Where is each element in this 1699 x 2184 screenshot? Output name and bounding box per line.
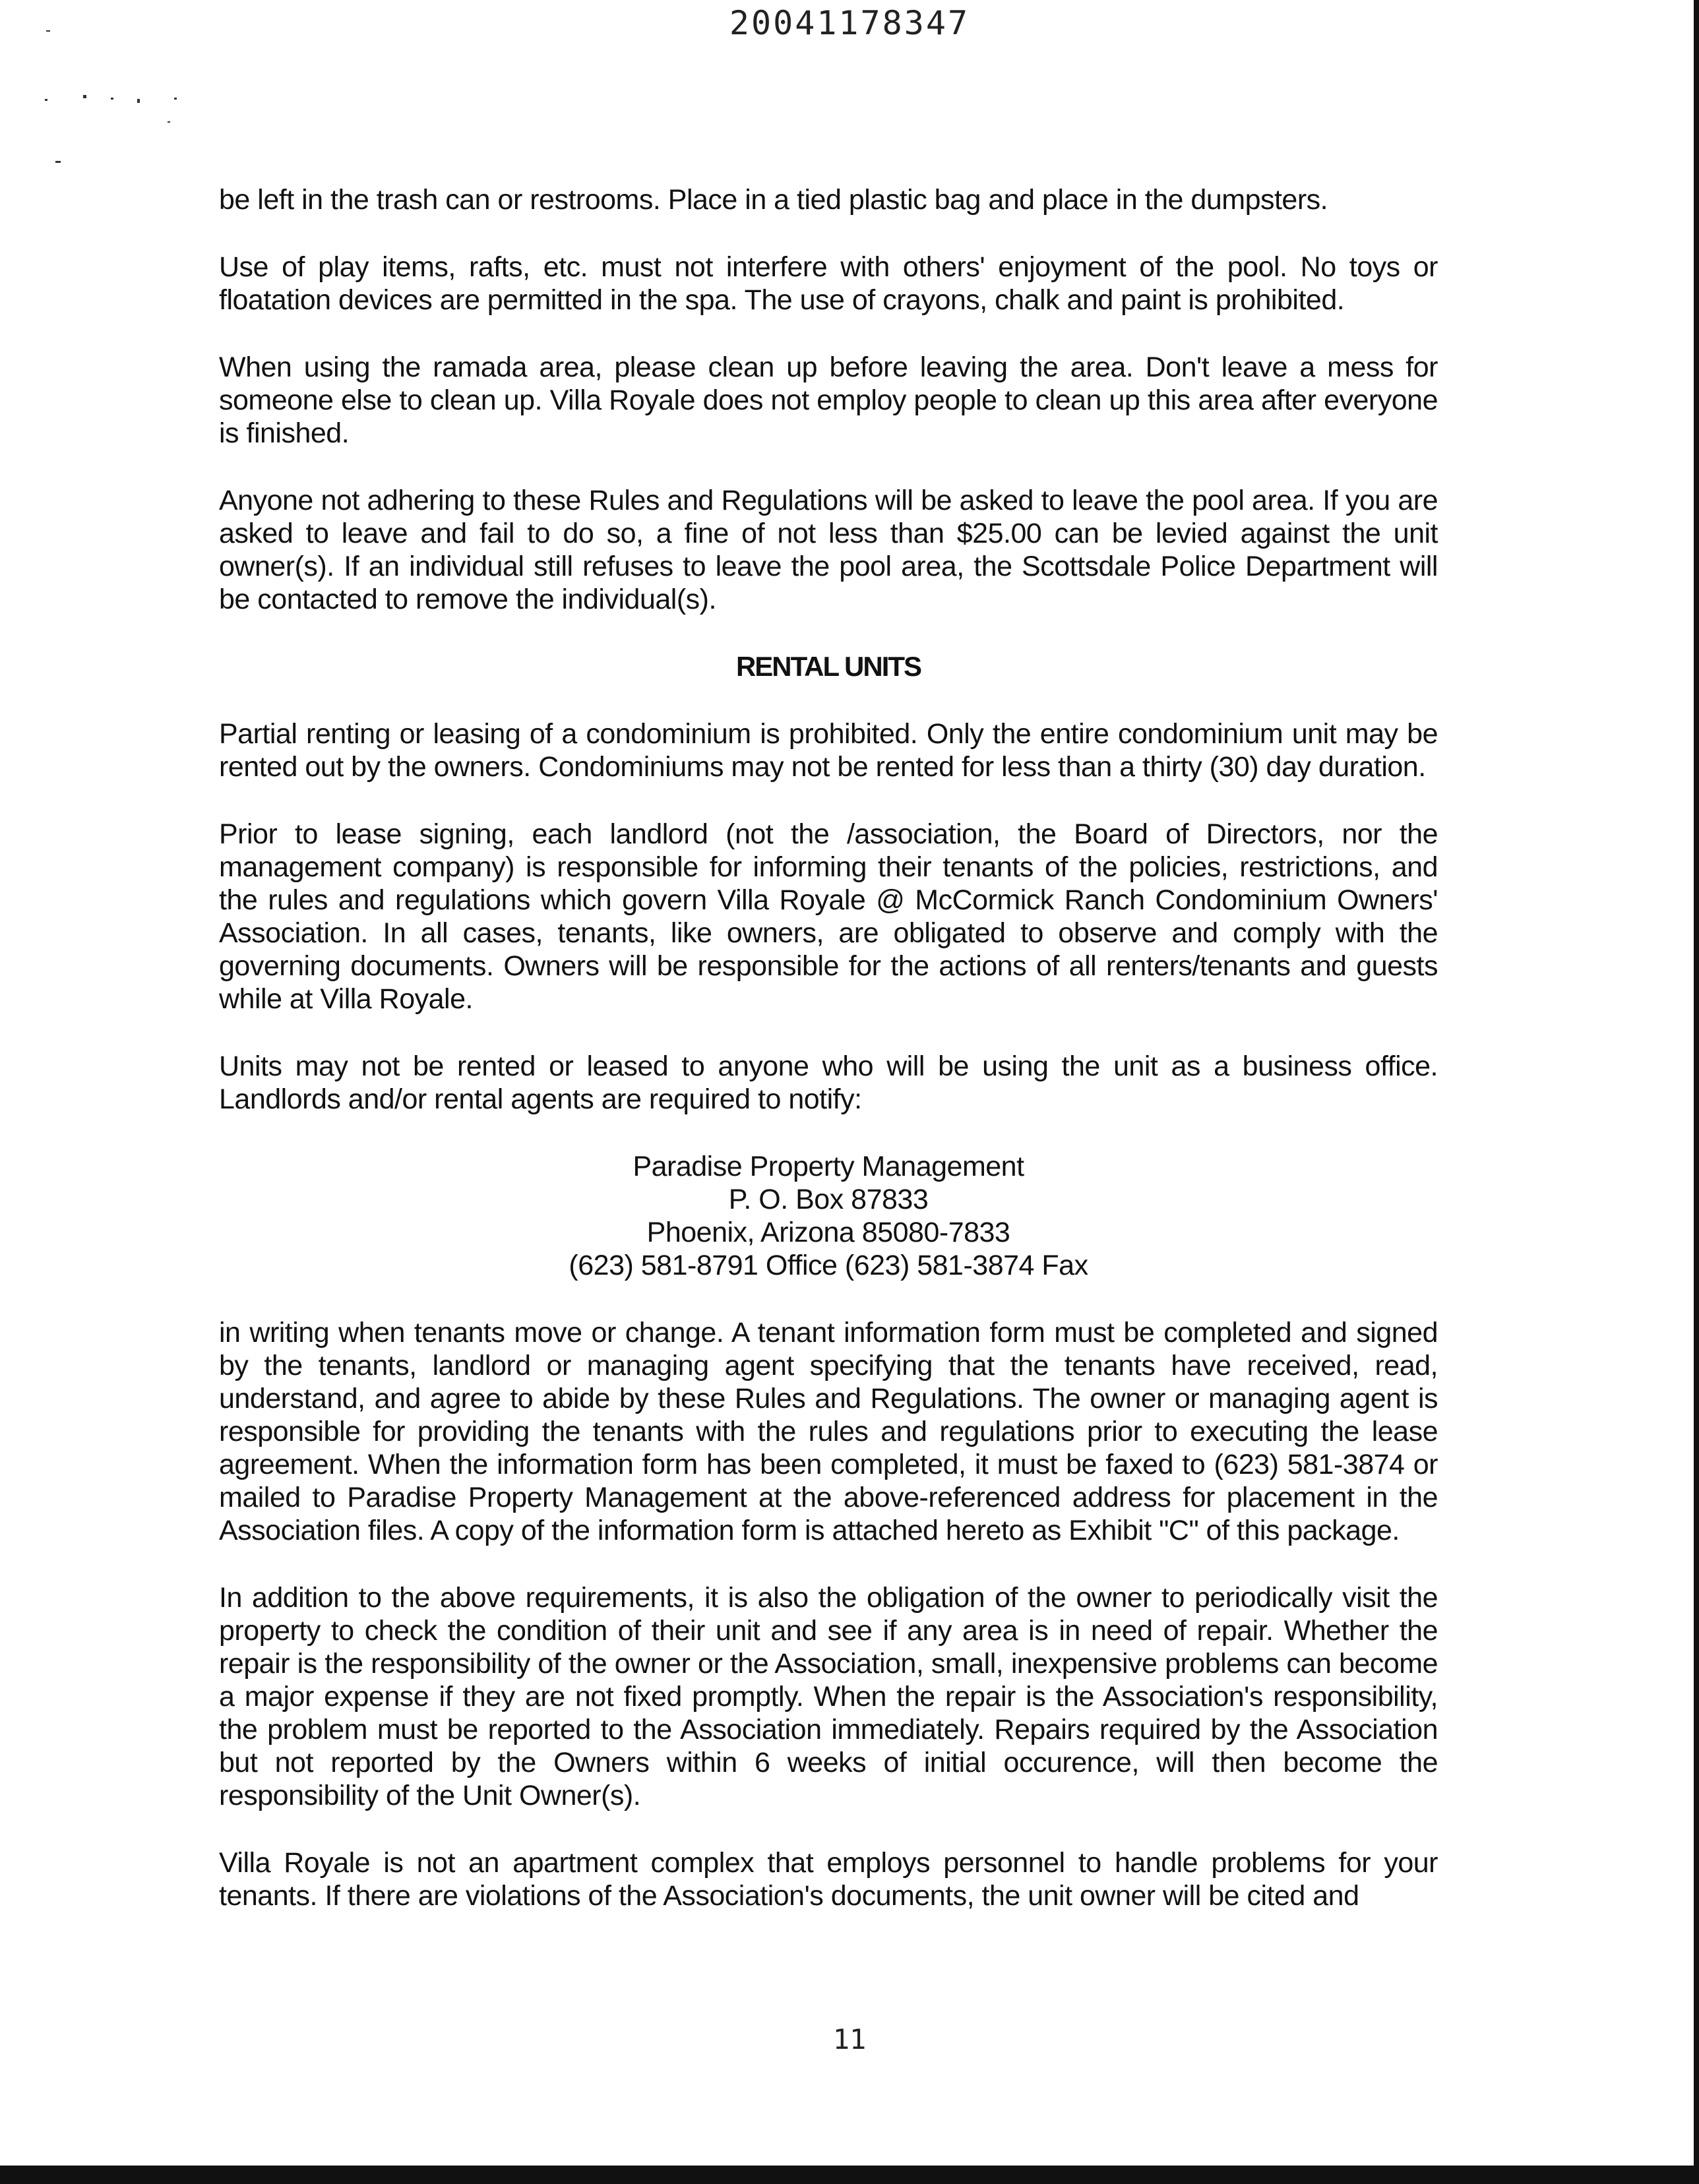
paragraph-pool-rules: Anyone not adhering to these Rules and Regulations will be asked to leave the pool area. If you are asked to leave and fail to do so, a fine of not less than $25.00 can be levied against the unit owner(s). If an individual still refuses to leave the pool area, the Scottsdale Police Department will be contacted to remove the individual(s). [219,485,1438,615]
paragraph-trash: be left in the trash can or restrooms. Place in a tied plastic bag and place in the dumpsters. [219,184,1328,216]
address-phones: (623) 581-8791 Office (623) 581-3874 Fax [569,1250,1088,1281]
section-heading-rental-units: RENTAL UNITS [735,651,921,682]
paragraph-not-apartment: Villa Royale is not an apartment complex that employs personnel to handle problems for your tenants. If there are violations of the Association's documents, the unit owner will be cited and [219,1847,1438,1912]
document-number: 20041178347 [729,4,970,42]
address-company: Paradise Property Management [633,1151,1024,1182]
address-city: Phoenix, Arizona 85080-7833 [646,1217,1010,1248]
management-address [219,1150,1438,1282]
document-body [219,183,1438,1947]
paragraph-owner-obligation: In addition to the above requirements, it is also the obligation of the owner to periodically visit the property to check the condition of their unit and see if any area is in need of repair. Whether the repair is the responsibility of the owner or the Association, small, inexpensive problems can become a major expense if they are not fixed promptly. When the repair is the Association's responsibility, the problem must be reported to the Association immediately. Repairs required by the Association but not reported by the Owners within 6 weeks of initial occurence, will then become the responsibility of the Unit Owner(s). [219,1582,1438,1811]
paragraph-play-items: Use of play items, rafts, etc. must not interfere with others' enjoyment of the pool. No toys or floatation devices are permitted in the spa. The use of crayons, chalk and paint is prohibited. [219,251,1438,316]
paragraph-business-office: Units may not be rented or leased to anyone who will be using the unit as a business office. Landlords and/or rental agents are required to notify: [219,1050,1438,1115]
paragraph-tenant-form: in writing when tenants move or change. A tenant information form must be completed and signed by the tenants, landlord or managing agent specifying that the tenants have received, read, understand, and agree to abide by these Rules and Regulations. The owner or managing agent is responsible for providing the tenants with the rules and regulations prior to executing the lease agreement. When the information form has been completed, it must be faxed to (623) 581-3874 or mailed to Paradise Property Management at the above-referenced address for placement in the Association files. A copy of the information form is attached hereto as Exhibit "C" of this package. [219,1317,1438,1546]
scan-specks [0,0,198,185]
paragraph-ramada: When using the ramada area, please clean up before leaving the area. Don't leave a mess for someone else to clean up. Villa Royale does not employ people to clean up this area after everyone is finished. [219,351,1438,449]
page-number: 11 [832,2023,867,2055]
paragraph-lease-signing: Prior to lease signing, each landlord (not the /association, the Board of Directors, nor the management company) is responsible for informing their tenants of the policies, restrictions, and the rules and regulations which govern Villa Royale @ McCormick Ranch Condominium Owners' Association. In all cases, tenants, like owners, are obligated to observe and comply with the governing documents. Owners will be responsible for the actions of all renters/tenants and guests while at Villa Royale. [219,818,1438,1015]
address-po-box: P. O. Box 87833 [728,1184,929,1215]
paragraph-partial-renting: Partial renting or leasing of a condominium is prohibited. Only the entire condominium unit may be rented out by the owners. Condominiums may not be rented for less than a thirty (30) day duration. [219,718,1438,783]
